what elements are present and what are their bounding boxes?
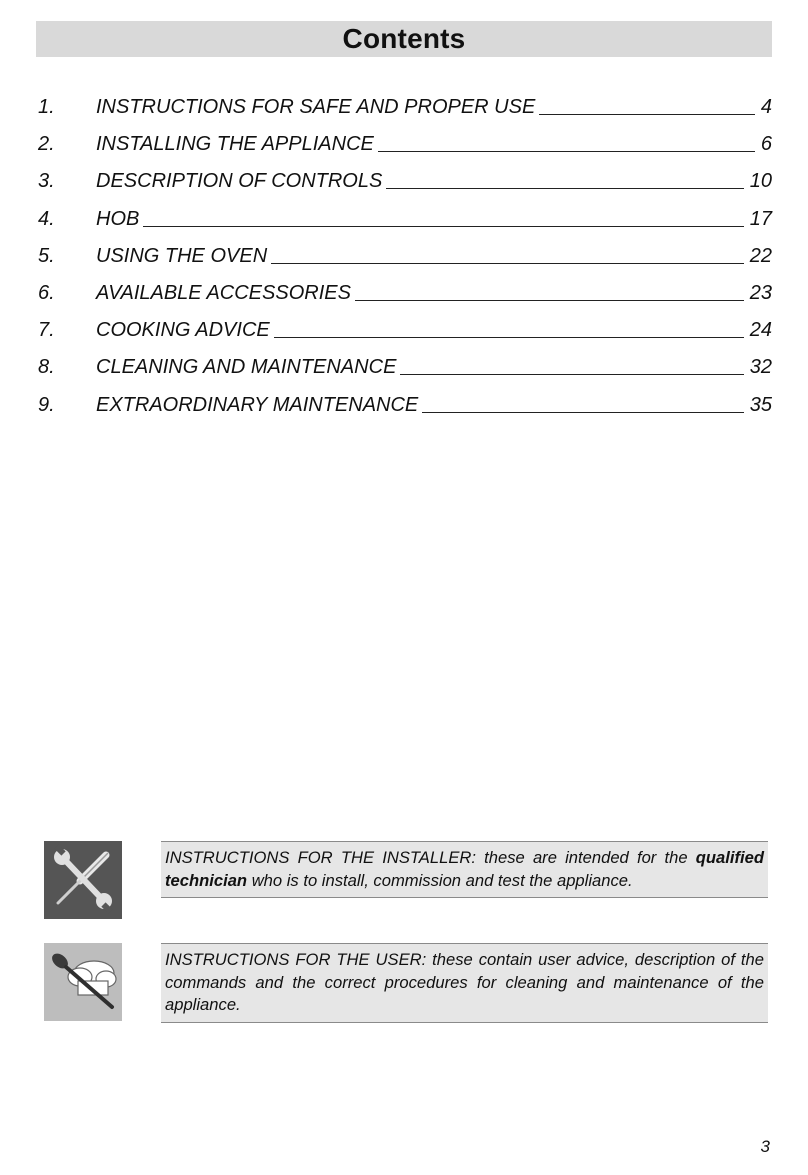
installer-note-text: INSTRUCTIONS FOR THE INSTALLER: these are intended for the qualified technician who is to install, commission and test the appliance. (161, 841, 768, 898)
table-of-contents (38, 96, 772, 431)
user-note-text: INSTRUCTIONS FOR THE USER: these contain user advice, description of the commands and the correct procedures for cleaning and maintenance of the appliance. (161, 943, 768, 1023)
toc-leader (539, 114, 755, 115)
toc-page: 17 (749, 207, 772, 230)
toc-row[interactable] (38, 394, 772, 431)
toc-leader (400, 374, 743, 375)
wrench-screwdriver-icon (44, 841, 122, 919)
toc-number: 5. (38, 244, 55, 267)
toc-row[interactable] (38, 208, 772, 245)
toc-title: USING THE OVEN (96, 244, 268, 267)
toc-leader (378, 151, 755, 152)
toc-title: AVAILABLE ACCESSORIES (96, 281, 351, 304)
toc-leader (422, 412, 743, 413)
toc-row[interactable] (38, 356, 772, 393)
toc-number: 3. (38, 170, 55, 193)
toc-number: 8. (38, 356, 55, 379)
toc-number: 2. (38, 133, 55, 156)
toc-page: 23 (749, 281, 772, 304)
toc-number: 6. (38, 281, 55, 304)
toc-page: 22 (749, 244, 772, 267)
toc-page: 4 (760, 96, 772, 118)
title-bar (36, 21, 772, 57)
page-number: 3 (760, 1137, 770, 1156)
toc-leader (355, 300, 744, 301)
toc-title: INSTRUCTIONS FOR SAFE AND PROPER USE (96, 96, 536, 118)
toc-leader (386, 188, 743, 189)
toc-page: 35 (749, 393, 772, 416)
toc-number: 9. (38, 393, 55, 416)
toc-row[interactable] (38, 170, 772, 207)
toc-title: COOKING ADVICE (96, 319, 270, 342)
toc-page: 32 (749, 356, 772, 379)
toc-page: 6 (760, 133, 772, 156)
page-title: Contents (342, 23, 466, 54)
spoon-chef-hat-icon (44, 943, 122, 1021)
toc-row[interactable] (38, 319, 772, 356)
toc-title: HOB (96, 207, 140, 230)
toc-number: 1. (38, 96, 55, 118)
toc-row[interactable] (38, 96, 772, 133)
toc-title: CLEANING AND MAINTENANCE (96, 356, 397, 379)
toc-number: 7. (38, 319, 55, 342)
toc-page: 24 (749, 319, 772, 342)
toc-title: DESCRIPTION OF CONTROLS (96, 170, 383, 193)
toc-leader (143, 226, 743, 227)
toc-page: 10 (749, 170, 772, 193)
toc-row[interactable] (38, 133, 772, 170)
toc-leader (274, 337, 744, 338)
toc-row[interactable] (38, 282, 772, 319)
toc-number: 4. (38, 207, 55, 230)
toc-title: EXTRAORDINARY MAINTENANCE (96, 393, 419, 416)
toc-leader (271, 263, 744, 264)
toc-row[interactable] (38, 245, 772, 282)
toc-title: INSTALLING THE APPLIANCE (96, 133, 374, 156)
